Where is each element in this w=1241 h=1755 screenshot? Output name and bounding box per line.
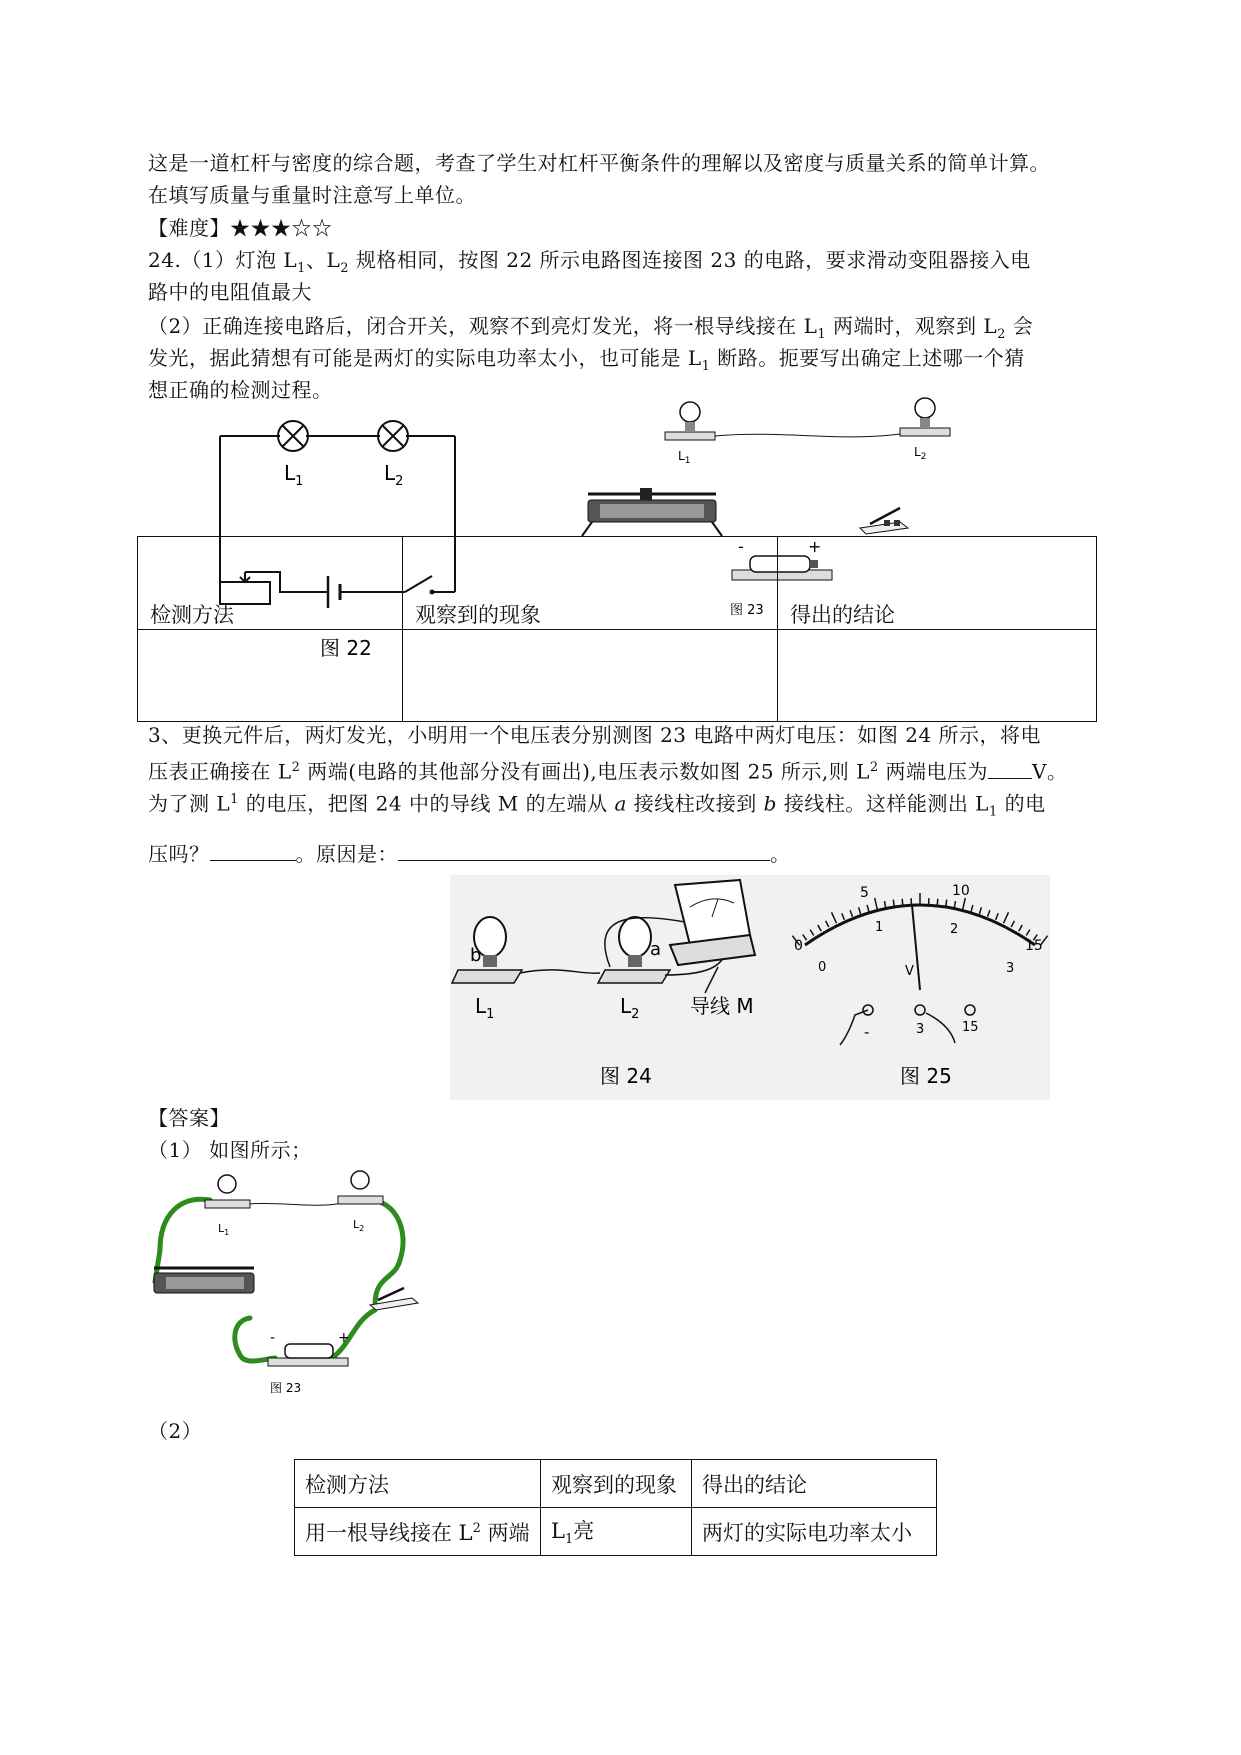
answer-lamp-l2	[338, 1171, 383, 1204]
dial-bottom-tick-3: 3	[1006, 961, 1015, 976]
dial-top-tick-10: 10	[952, 883, 970, 899]
intro-line-1: 这是一道杠杆与密度的综合题，考查了学生对杠杆平衡条件的理解以及密度与质量关系的简单计算。	[148, 151, 1050, 175]
answer-rheostat	[154, 1268, 254, 1293]
dial-unit: V	[905, 964, 914, 979]
fig23-caption: 图 23	[730, 603, 764, 618]
fig22-caption: 图 22	[320, 636, 372, 660]
dial-bottom-tick-2: 2	[950, 922, 959, 937]
table2-cell-conclusion: 两灯的实际电功率太小	[692, 1508, 937, 1556]
table2-cell-method: 用一根导线接在 $L^2$ 两端	[295, 1508, 541, 1556]
dial-tick-mark	[946, 900, 947, 907]
svg-text:3: 3	[916, 1022, 925, 1037]
table2-header-conclusion: 得出的结论	[692, 1460, 937, 1508]
fig24-label-l1: $L_1$	[475, 994, 495, 1022]
q3-line-2: 压表正确接在 $L^2$ 两端(电路的其他部分没有画出),电压表示数如图 25 所示,则 $L^2$ 两端电压为 V。	[148, 759, 1068, 784]
dial-tick-mark	[902, 899, 903, 906]
difficulty-label: 【难度】	[148, 216, 230, 240]
fig23-label-l1: $L_1$	[678, 449, 691, 466]
fig22-label-l1: $L_1$	[284, 461, 304, 489]
svg-text:-: -	[864, 1023, 870, 1041]
dial-bottom-tick-1: 1	[875, 920, 884, 935]
table1-header-method: 检测方法	[138, 537, 403, 630]
answer-table-filled	[294, 1459, 937, 1556]
q24-part2-line2: 发光，据此猜想有可能是两灯的实际电功率太小，也可能是 $L_1$ 断路。扼要写出确定上述哪一个猜	[148, 346, 1025, 374]
svg-text:15: 15	[962, 1020, 979, 1035]
lamp-l2-component	[900, 398, 950, 436]
answer-part-1: （1） 如图所示；	[148, 1138, 312, 1162]
svg-text:-: -	[270, 1330, 276, 1346]
table1-cell-conclusion[interactable]	[778, 630, 1097, 722]
svg-text:+: +	[808, 537, 822, 556]
fig24-wire-m-label: 导线 M	[690, 994, 754, 1018]
dial-top-tick-5: 5	[860, 885, 869, 901]
q3-line-3: 为了测 $L^1$ 的电压，把图 24 中的导线 M 的左端从 a 接线柱改接到 b 接线柱。这样能测出 $L_1$ 的电	[148, 791, 1046, 820]
fig23-label-l2: $L_2$	[914, 445, 927, 462]
intro-line-2: 在填写质量与重量时注意写上单位。	[148, 183, 476, 207]
reason-blank[interactable]	[398, 840, 770, 861]
table2-cell-observation: $L_1$亮	[541, 1508, 692, 1556]
table2-header-method: 检测方法	[295, 1460, 541, 1508]
lamp-l1-component	[665, 402, 715, 440]
answer-table-blank	[137, 536, 1097, 722]
fig24-label-l2: $L_2$	[620, 994, 640, 1022]
switch-component	[860, 508, 908, 534]
table1-cell-method[interactable]	[138, 630, 403, 722]
dial-top-tick-15: 15	[1025, 938, 1043, 954]
q24-part1-line2: 路中的电阻值最大	[148, 280, 312, 304]
figures-24-25-scan	[450, 875, 1050, 1100]
fig25-caption: 图 25	[900, 1064, 952, 1088]
rheostat-component	[582, 488, 722, 536]
table1-header-conclusion: 得出的结论	[778, 537, 1097, 630]
q3-line-1: 3、更换元件后，两灯发光，小明用一个电压表分别测图 23 电路中两灯电压：如图 24 所示，将电	[148, 723, 1042, 747]
voltage-answer-blank[interactable]	[988, 758, 1032, 779]
difficulty-rating	[148, 215, 333, 241]
answer-part-2: （2）	[148, 1419, 203, 1443]
dial-tick-mark	[937, 899, 938, 906]
dial-tick-mark	[893, 900, 894, 907]
fig24-caption: 图 24	[600, 1064, 652, 1088]
q24-part2-line1: （2）正确连接电路后，闭合开关，观察不到亮灯发光，将一根导线接在 $L_1$ 两端时，观察到 $L_2$ 会	[148, 314, 1034, 342]
q24-part2-line3: 想正确的检测过程。	[148, 378, 333, 402]
fig22-label-l2: $L_2$	[384, 461, 404, 489]
svg-text:-: -	[738, 537, 744, 556]
table1-header-observation: 观察到的现象	[403, 537, 778, 630]
answer-lamp-l1	[205, 1175, 250, 1208]
answer-fig-caption: 图 23	[270, 1381, 302, 1395]
dial-bottom-tick-0: 0	[818, 960, 827, 975]
answer-label-l2: $L_2$	[353, 1218, 365, 1233]
fig24-terminal-a: a	[650, 939, 662, 960]
answer-label-l1: $L_1$	[218, 1222, 230, 1237]
dial-top-tick-0: 0	[794, 938, 803, 954]
table2-header-observation: 观察到的现象	[541, 1460, 692, 1508]
q3-line-4: 压吗？ 。原因是： 。	[148, 842, 791, 866]
can-measure-blank[interactable]	[210, 840, 296, 861]
svg-text:+: +	[338, 1330, 350, 1346]
table1-cell-observation[interactable]	[403, 630, 778, 722]
answer-battery	[268, 1330, 350, 1366]
q24-part1-line1: 24.（1）灯泡 $L_1$、$L_2$ 规格相同，按图 22 所示电路图连接图 23 的电路，要求滑动变阻器接入电	[148, 248, 1031, 276]
difficulty-stars: ★★★☆☆	[230, 216, 333, 240]
fig24-terminal-b: b	[470, 945, 482, 966]
answer-label: 【答案】	[148, 1106, 230, 1130]
answer-wired-circuit	[150, 1170, 480, 1400]
